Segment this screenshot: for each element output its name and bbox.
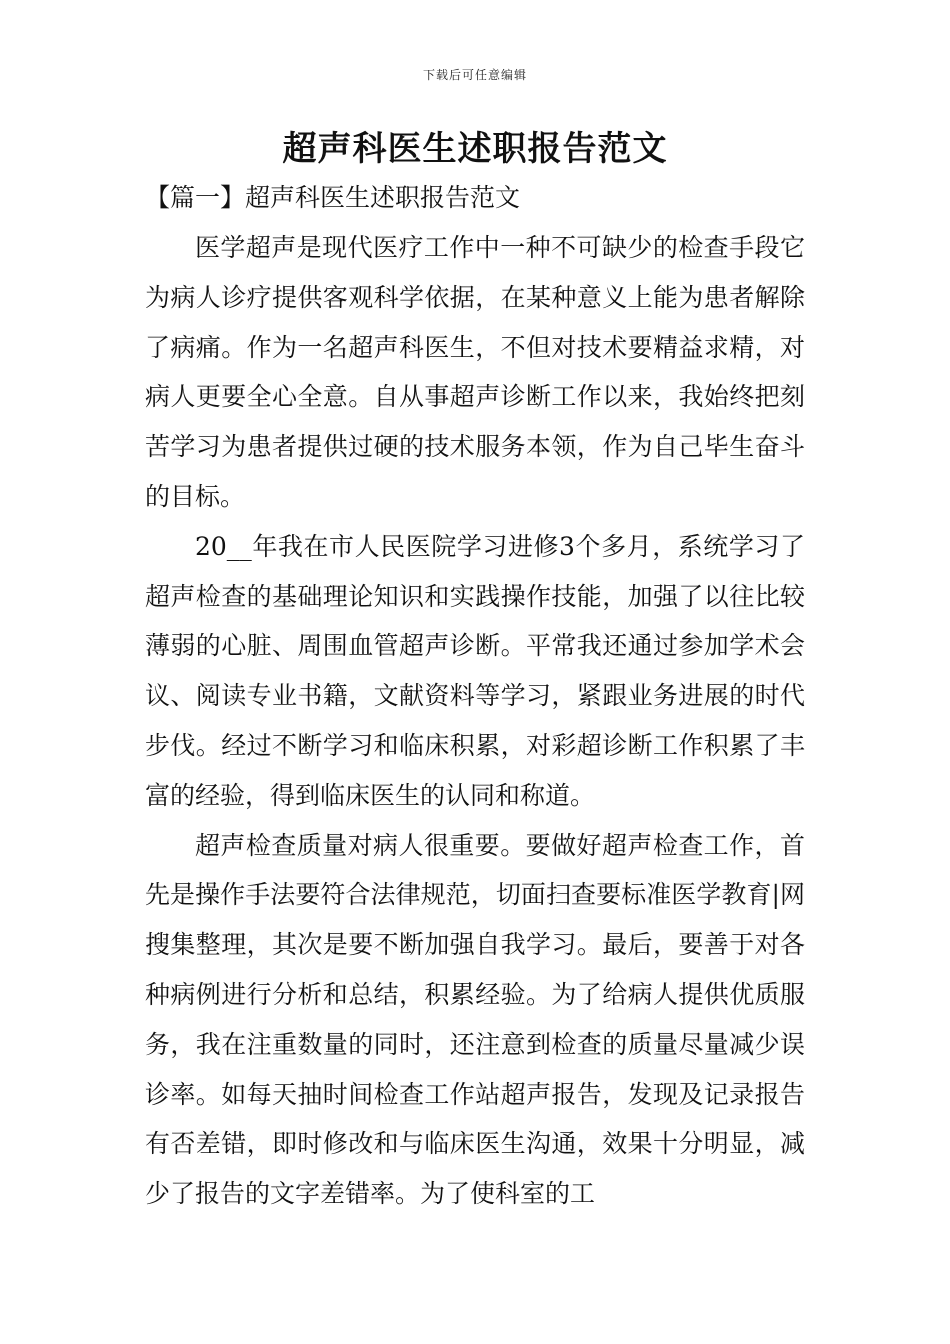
section-heading: 【篇一】超声科医生述职报告范文 — [145, 183, 521, 212]
paragraph: 医学超声是现代医疗工作中一种不可缺少的检查手段它为病人诊疗提供客观科学依据，在某种意义上能为患者解除了病痛。作为一名超声科医生，不但对技术要精益求精，对病人更要全心全意。自从事超声诊断工作以来，我始终把刻苦学习为患者提供过硬的技术服务本领，作为自己毕生奋斗的目标。 — [145, 233, 805, 511]
header-note: 下载后可任意编辑 — [422, 68, 527, 82]
paragraph: 超声检查质量对病人很重要。要做好超声检查工作，首先是操作手法要符合法律规范，切面扫查要标准医学教育|网搜集整理，其次是要不断加强自我学习。最后，要善于对各种病例进行分析和总结，积累经验。为了给病人提供优质服务，我在注重数量的同时，还注意到检查的质量尽量减少误诊率。如每天抽时间检查工作站超声报告，发现及记录报告有否差错，即时修改和与临床医生沟通，效果十分明显，减少了报告的文字差错率。为了使科室的工 — [145, 830, 805, 1209]
document-title: 超声科医生述职报告范文 — [282, 129, 668, 169]
body-text — [145, 223, 805, 1219]
paragraph: 20__年我在市人民医院学习进修3个多月，系统学习了超声检查的基础理论知识和实践操作技能，加强了以往比较薄弱的心脏、周围血管超声诊断。平常我还通过参加学术会议、阅读专业书籍，文献资料等学习，紧跟业务进展的时代步伐。经过不断学习和临床积累，对彩超诊断工作积累了丰富的经验，得到临床医生的认同和称道。 — [145, 531, 805, 810]
